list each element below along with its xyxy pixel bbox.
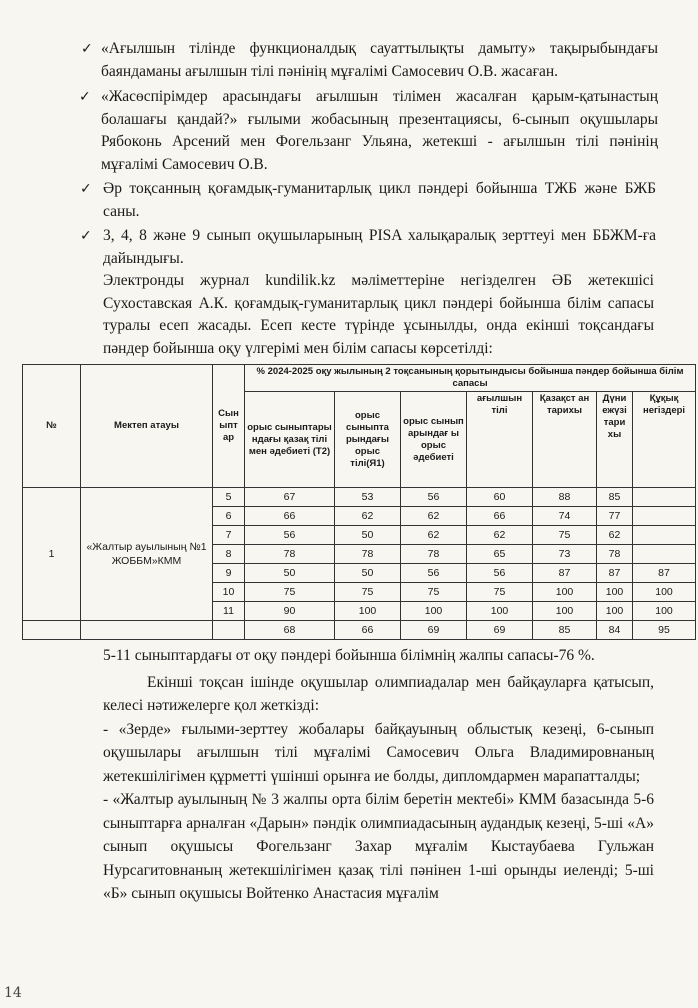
value-cell: 87 <box>633 564 696 583</box>
table-body <box>23 488 696 640</box>
empty-cell <box>81 621 213 640</box>
total-cell: 84 <box>597 621 633 640</box>
value-cell <box>633 545 696 564</box>
total-cell: 69 <box>467 621 533 640</box>
value-cell: 56 <box>245 526 335 545</box>
header-group: % 2024-2025 оқу жылының 2 тоқсанының қорытындысы бойынша пәндер бойынша білім сапасы <box>245 365 696 392</box>
value-cell: 66 <box>245 507 335 526</box>
value-cell: 53 <box>335 488 401 507</box>
intro-paragraph: Электронды журнал kundilik.kz мәліметтеріне негізделген ӘБ жетекшісі Сухоставская А.К. қоғамдық-гуманитарлық цикл пәндері бойынша білім сапасы туралы есеп жасады. Есеп кесте түрінде ұсынылды, онда екінші тоқсандағы пәндер бойынша оқу үлгерімі мен білім сапасы көрсетілді: <box>103 272 654 357</box>
header-subject: орыс сыныптары ндағы қазақ тілі мен әдебиеті (Т2) <box>245 392 335 488</box>
value-cell: 66 <box>467 507 533 526</box>
value-cell: 62 <box>335 507 401 526</box>
totals-row <box>23 621 696 640</box>
grade-cell: 11 <box>213 602 245 621</box>
value-cell: 50 <box>335 564 401 583</box>
value-cell: 78 <box>597 545 633 564</box>
bullet-text: «Ағылшын тілінде функционалдық сауаттылықты дамыту» тақырыбындағы баяндаманы ағылшын тілі пәнінің мұғалімі Самосевич О.В. жасаған. <box>101 40 658 80</box>
value-cell: 88 <box>533 488 597 507</box>
bullet-list <box>0 38 698 360</box>
total-cell: 95 <box>633 621 696 640</box>
check-icon: ✓ <box>80 228 92 244</box>
bullet-text: Әр тоқсанның қоғамдық-гуманитарлық цикл пәндері бойынша ТЖБ және БЖБ саны. <box>103 180 656 220</box>
bullet-item <box>81 38 658 83</box>
grade-cell: 8 <box>213 545 245 564</box>
header-subject: орыс сыныпта рындағы орыс тілі(Я1) <box>335 392 401 488</box>
check-icon: ✓ <box>79 89 91 105</box>
grade-cell: 10 <box>213 583 245 602</box>
value-cell: 62 <box>467 526 533 545</box>
total-cell: 68 <box>245 621 335 640</box>
bullet-item <box>80 225 656 270</box>
header-subject: Дүни ежүзі тари хы <box>597 392 633 488</box>
header-no: № <box>23 365 81 488</box>
value-cell <box>633 507 696 526</box>
total-cell: 66 <box>335 621 401 640</box>
empty-cell <box>23 621 81 640</box>
text-paragraph: - «Зерде» ғылыми-зерттеу жобалары байқауының облыстық кезеңі, 6-сынып оқушылары ағылшын тілі мұғалімі Самосевич Ольга Владимировнаның жетекшілігімен құрметті үшінші орынға ие болды, дипломдармен марапатталды; <box>103 720 654 785</box>
value-cell: 62 <box>401 526 467 545</box>
text-paragraph: - «Жалтыр ауылының № 3 жалпы орта білім беретін мектебі» КММ базасында 5-6 сыныптарға арналған «Дарын» пәндік олимпиадасының аудандық кезеңі, 5-ші «А» сынып оқушысы Фогельзанг Захар мұғалім Кыстаубаева Гульжан Нурсагитовнаның жетекшілігімен қазақ тілі пәнінен 1-ші орынды иеленді; 5-ші «Б» сынып оқушысы Войтенко Анастасия мұғалім <box>103 791 654 902</box>
value-cell: 67 <box>245 488 335 507</box>
value-cell: 75 <box>467 583 533 602</box>
margin-handwriting: 14 <box>4 985 22 1001</box>
value-cell: 100 <box>597 602 633 621</box>
value-cell: 62 <box>401 507 467 526</box>
value-cell: 75 <box>245 583 335 602</box>
header-subject: Қазақст ан тарихы <box>533 392 597 488</box>
value-cell: 50 <box>245 564 335 583</box>
text-paragraph: Екінші тоқсан ішінде оқушылар олимпиадалар мен байқауларға қатысып, келесі нәтижелерге қол жеткізді: <box>103 673 654 714</box>
value-cell: 78 <box>245 545 335 564</box>
bullet-item <box>79 86 658 176</box>
grade-cell: 6 <box>213 507 245 526</box>
value-cell <box>633 488 696 507</box>
total-cell: 69 <box>401 621 467 640</box>
after-table-section <box>0 645 698 906</box>
value-cell: 100 <box>597 583 633 602</box>
value-cell: 65 <box>467 545 533 564</box>
value-cell: 75 <box>335 583 401 602</box>
grade-cell: 7 <box>213 526 245 545</box>
value-cell: 60 <box>467 488 533 507</box>
value-cell: 100 <box>467 602 533 621</box>
value-cell: 50 <box>335 526 401 545</box>
table-row <box>23 488 696 507</box>
bullet-text: 3, 4, 8 және 9 сынып оқушыларының PISA халықаралық зерттеуі мен ББЖМ-ға дайындығы. <box>103 227 656 267</box>
value-cell: 73 <box>533 545 597 564</box>
value-cell: 100 <box>533 583 597 602</box>
value-cell: 100 <box>533 602 597 621</box>
bullet-text: «Жасөспірімдер арасындағы ағылшын тілімен жасалған қарым-қатынастың болашағы қандай?» ғылыми жобасының презентациясы, 6-сынып оқушылары Рябоконь Арсений мен Фогельзанг Ульяна, жетекші - ағылшын тілі пәнінің мұғалімі Самосевич О.В. <box>101 88 658 173</box>
check-icon: ✓ <box>80 181 92 197</box>
value-cell: 56 <box>467 564 533 583</box>
summary-line: 5-11 сыныптардағы от оқу пәндері бойынша білімнің жалпы сапасы-76 %. <box>103 647 595 664</box>
header-subject: ағылшын тілі <box>467 392 533 488</box>
header-subject: Құқық негіздері <box>633 392 696 488</box>
total-cell: 85 <box>533 621 597 640</box>
value-cell: 100 <box>335 602 401 621</box>
header-subject: орыс сынып арындағ ы орыс әдебиеті <box>401 392 467 488</box>
grade-cell: 9 <box>213 564 245 583</box>
value-cell: 87 <box>597 564 633 583</box>
value-cell: 90 <box>245 602 335 621</box>
value-cell <box>633 526 696 545</box>
quality-table <box>22 364 696 640</box>
value-cell: 56 <box>401 564 467 583</box>
value-cell: 100 <box>401 602 467 621</box>
value-cell: 75 <box>533 526 597 545</box>
header-school: Мектеп атауы <box>81 365 213 488</box>
value-cell: 100 <box>633 583 696 602</box>
value-cell: 78 <box>335 545 401 564</box>
school-name: «Жалтыр ауылының №1 ЖОББМ»КММ <box>81 488 213 621</box>
bullet-item <box>80 178 656 223</box>
header-grade: Сын ыпт ар <box>213 365 245 488</box>
row-number: 1 <box>23 488 81 621</box>
empty-cell <box>213 621 245 640</box>
value-cell: 85 <box>597 488 633 507</box>
value-cell: 100 <box>633 602 696 621</box>
value-cell: 74 <box>533 507 597 526</box>
quality-table-wrap <box>22 364 695 640</box>
value-cell: 87 <box>533 564 597 583</box>
value-cell: 77 <box>597 507 633 526</box>
value-cell: 75 <box>401 583 467 602</box>
check-icon: ✓ <box>81 41 93 57</box>
value-cell: 62 <box>597 526 633 545</box>
grade-cell: 5 <box>213 488 245 507</box>
value-cell: 56 <box>401 488 467 507</box>
value-cell: 78 <box>401 545 467 564</box>
